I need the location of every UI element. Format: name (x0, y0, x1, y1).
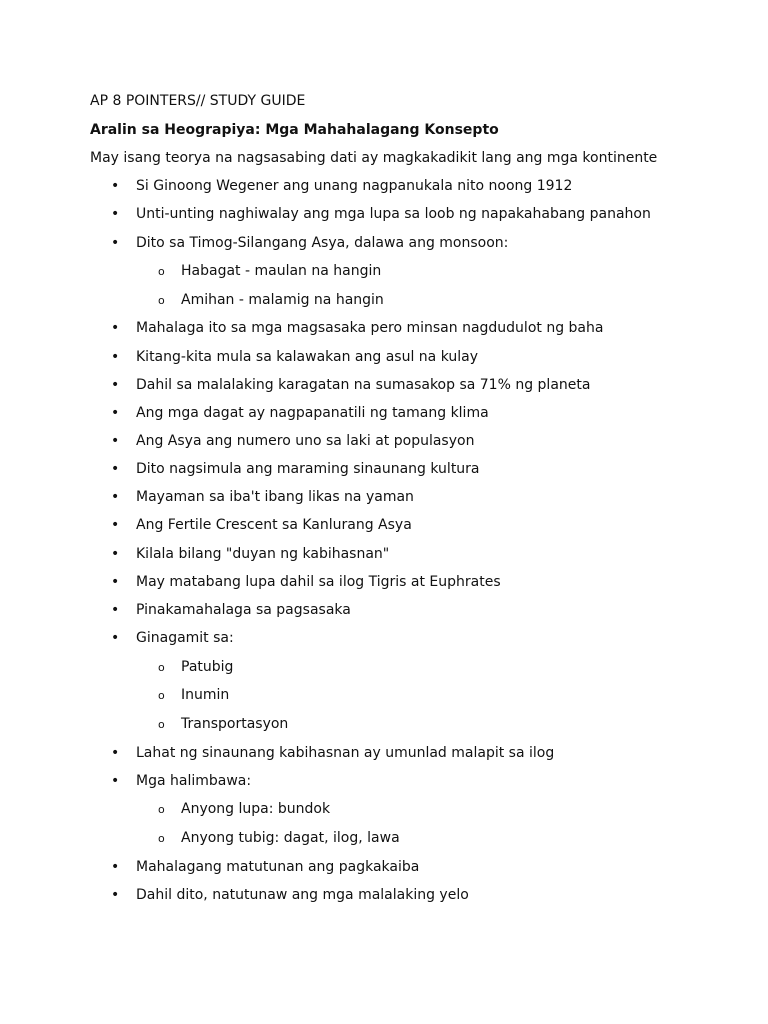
document-title: AP 8 POINTERS// STUDY GUIDE (90, 93, 306, 109)
bullet-icon: • (111, 574, 120, 590)
sub-bullet-icon: o (158, 718, 165, 731)
bullet-icon: • (111, 630, 120, 646)
bullet-icon: • (111, 745, 120, 761)
list-item-text: Anyong tubig: dagat, ilog, lawa (181, 830, 400, 846)
list-item-text: Ang Fertile Crescent sa Kanlurang Asya (136, 517, 412, 533)
list-item-text: Mga halimbawa: (136, 773, 252, 789)
list-item-text: Mahalagang matutunan ang pagkakaiba (136, 859, 420, 875)
bullet-icon: • (111, 320, 120, 336)
bullet-icon: • (111, 349, 120, 365)
bullet-icon: • (111, 461, 120, 477)
list-item-text: Transportasyon (181, 716, 289, 732)
section-heading: Aralin sa Heograpiya: Mga Mahahalagang Konsepto (90, 122, 499, 138)
bullet-icon: • (111, 235, 120, 251)
bullet-icon: • (111, 602, 120, 618)
sub-bullet-icon: o (158, 689, 165, 702)
list-item-text: Amihan - malamig na hangin (181, 292, 384, 308)
list-item-text: Mayaman sa iba't ibang likas na yaman (136, 489, 414, 505)
bullet-icon: • (111, 489, 120, 505)
list-item-text: Inumin (181, 687, 230, 703)
list-item-text: Mahalaga ito sa mga magsasaka pero minsan nagdudulot ng baha (136, 320, 604, 336)
list-item-text: Kilala bilang "duyan ng kabihasnan" (136, 546, 390, 562)
sub-bullet-icon: o (158, 803, 165, 816)
list-item-text: Patubig (181, 659, 234, 675)
bullet-icon: • (111, 859, 120, 875)
sub-bullet-icon: o (158, 265, 165, 278)
bullet-icon: • (111, 178, 120, 194)
list-item-text: Kitang-kita mula sa kalawakan ang asul na kulay (136, 349, 479, 365)
list-item-text: Unti-unting naghiwalay ang mga lupa sa loob ng napakahabang panahon (136, 206, 651, 222)
sub-bullet-icon: o (158, 294, 165, 307)
sub-bullet-icon: o (158, 832, 165, 845)
bullet-icon: • (111, 405, 120, 421)
bullet-icon: • (111, 517, 120, 533)
list-item-text: Ang mga dagat ay nagpapanatili ng tamang klima (136, 405, 489, 421)
list-item-text: Dahil sa malalaking karagatan na sumasakop sa 71% ng planeta (136, 377, 591, 393)
list-item-text: Si Ginoong Wegener ang unang nagpanukala nito noong 1912 (136, 178, 573, 194)
list-item-text: Pinakamahalaga sa pagsasaka (136, 602, 351, 618)
bullet-icon: • (111, 206, 120, 222)
list-item-text: Dahil dito, natutunaw ang mga malalaking yelo (136, 887, 469, 903)
bullet-icon: • (111, 887, 120, 903)
list-item-text: Lahat ng sinaunang kabihasnan ay umunlad malapit sa ilog (136, 745, 555, 761)
list-item-text: Ginagamit sa: (136, 630, 234, 646)
bullet-icon: • (111, 773, 120, 789)
list-item-text: Dito sa Timog-Silangang Asya, dalawa ang monsoon: (136, 235, 509, 251)
sub-bullet-icon: o (158, 661, 165, 674)
bullet-icon: • (111, 377, 120, 393)
intro-paragraph: May isang teorya na nagsasabing dati ay magkakadikit lang ang mga kontinente (90, 150, 658, 166)
list-item-text: Ang Asya ang numero uno sa laki at populasyon (136, 433, 475, 449)
bullet-icon: • (111, 433, 120, 449)
list-item-text: Anyong lupa: bundok (181, 801, 331, 817)
bullet-icon: • (111, 546, 120, 562)
list-item-text: Dito nagsimula ang maraming sinaunang kultura (136, 461, 480, 477)
list-item-text: Habagat - maulan na hangin (181, 263, 382, 279)
list-item-text: May matabang lupa dahil sa ilog Tigris at Euphrates (136, 574, 501, 590)
